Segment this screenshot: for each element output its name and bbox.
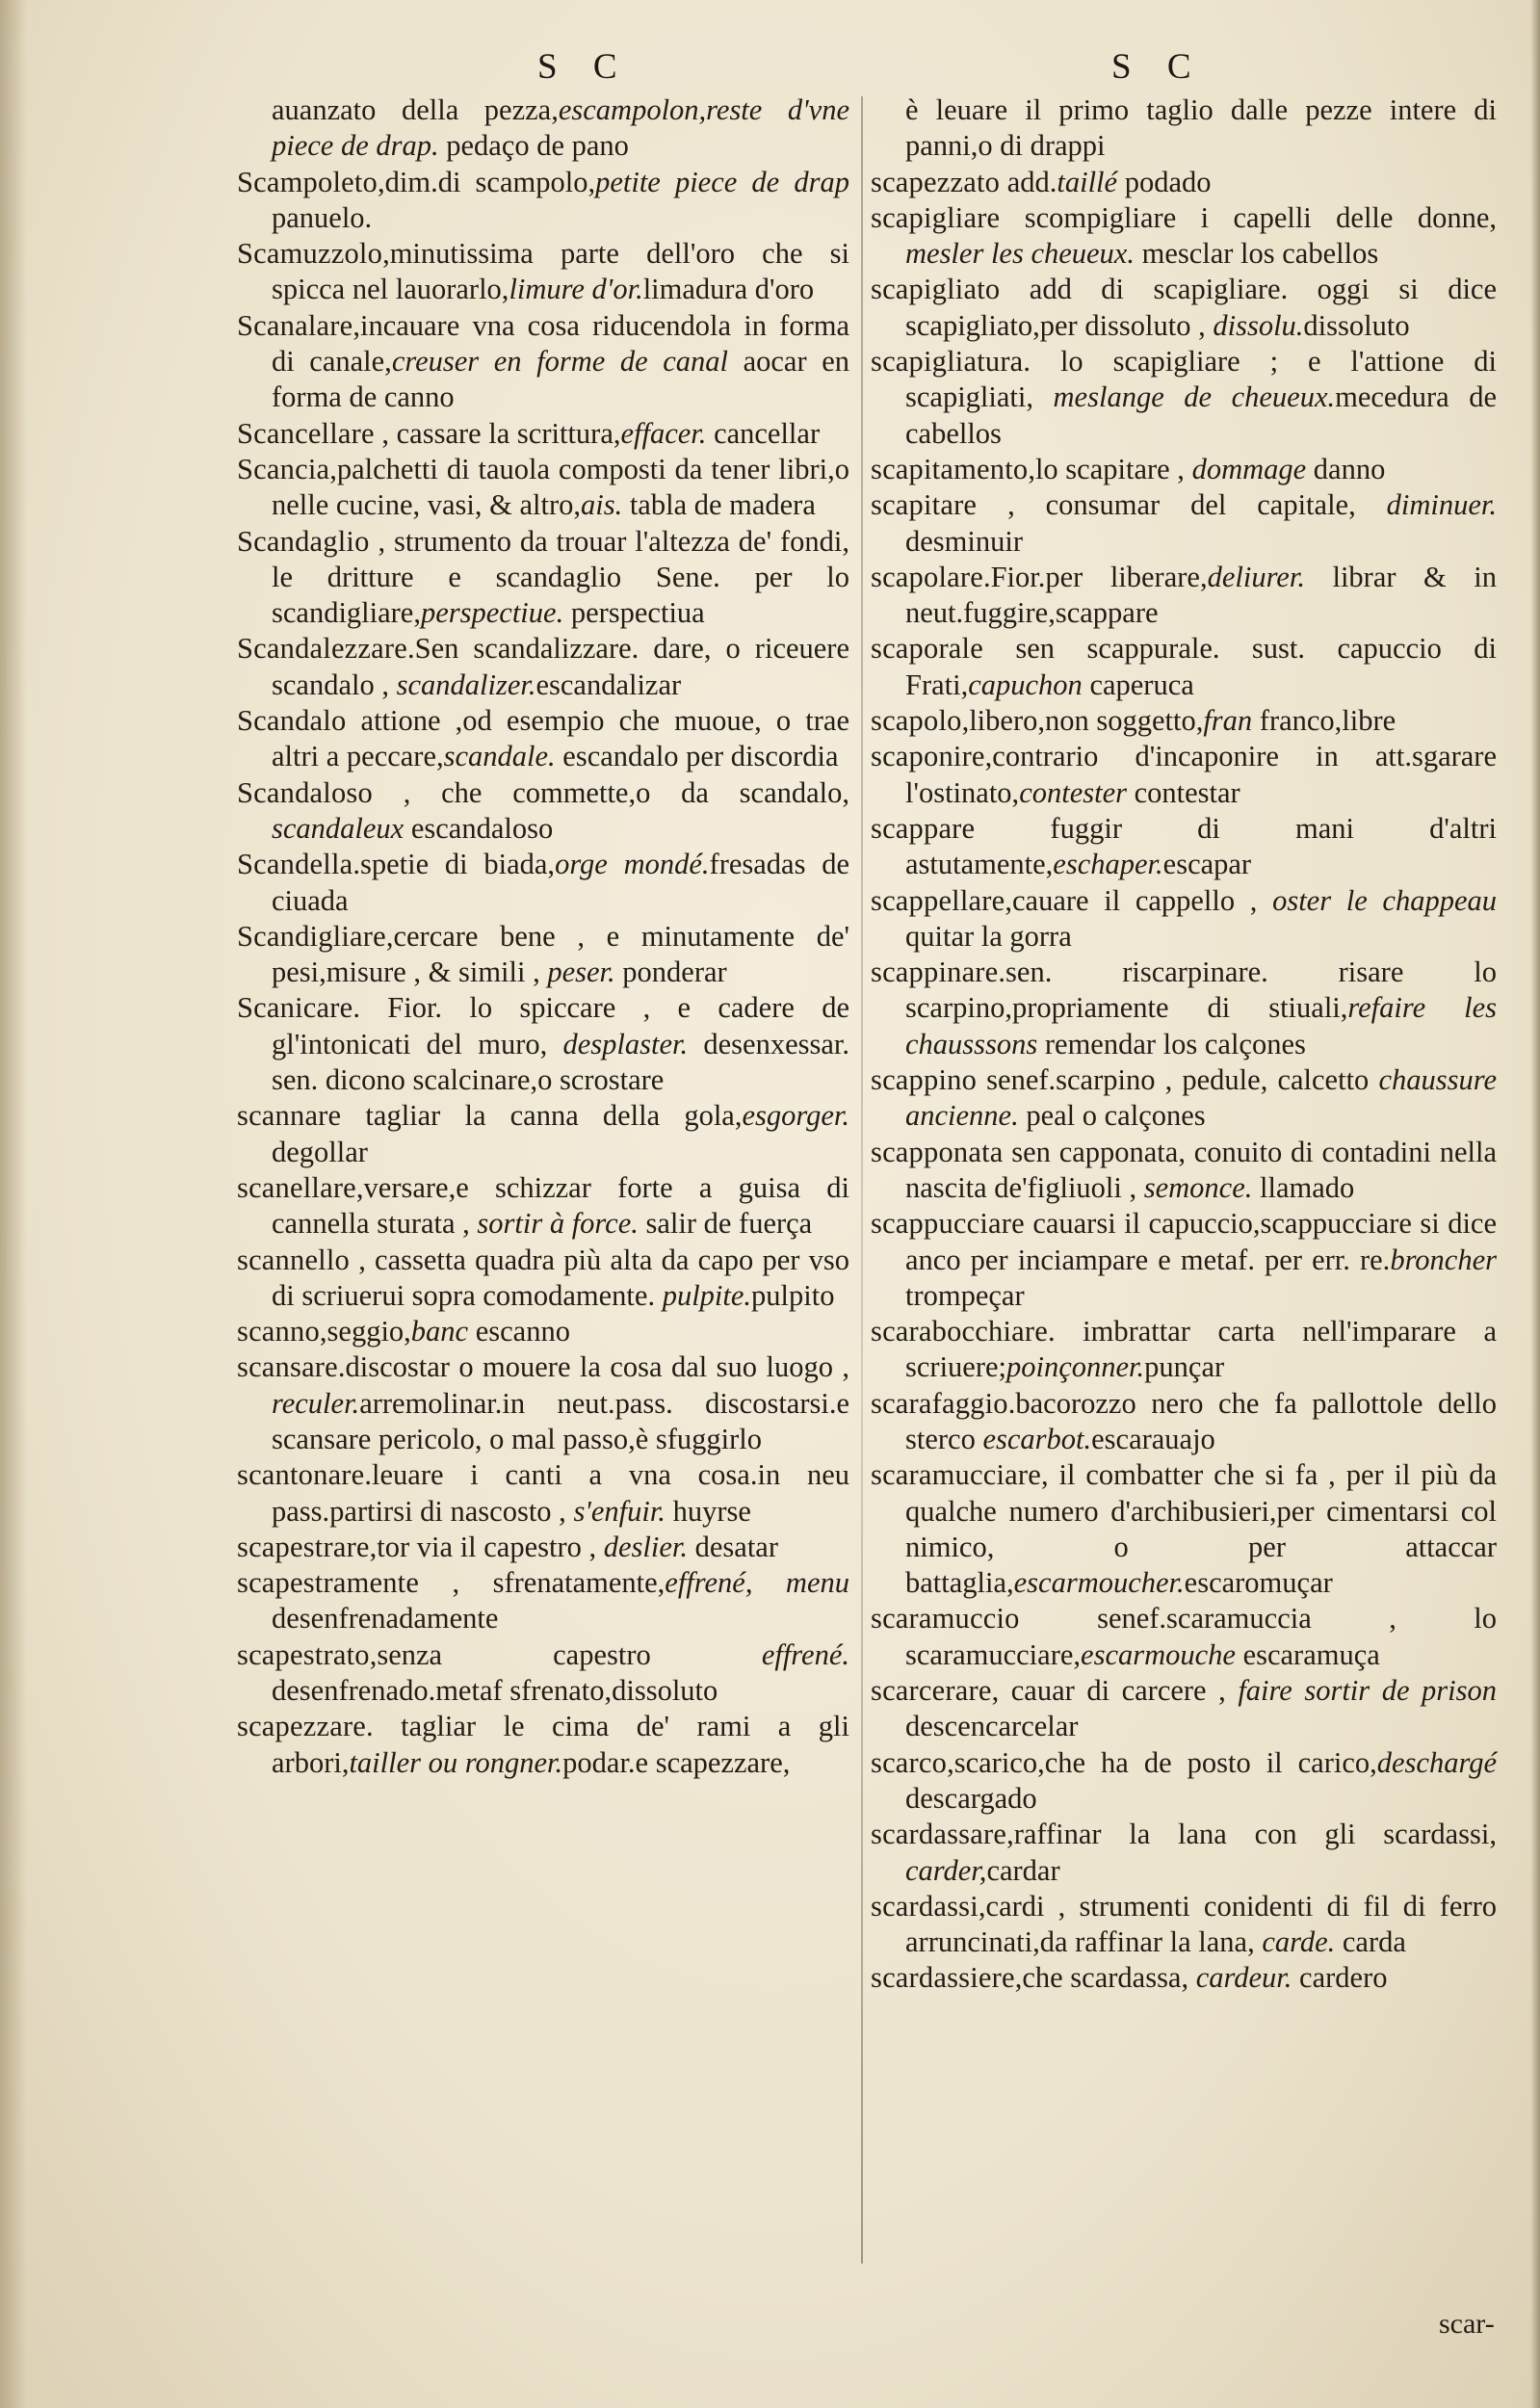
dictionary-entry [237, 1243, 849, 1315]
entry-french: desplaster. [562, 1027, 689, 1060]
entry-spanish: limadura d'oro [642, 273, 815, 306]
entry-headword: Scandalezzare [237, 632, 407, 666]
dictionary-entry [237, 308, 849, 416]
entry-french: petite piece de drap [595, 165, 849, 198]
entry-headword: scappellare [871, 883, 1005, 917]
entry-french: poinçonner. [1006, 1350, 1145, 1384]
dictionary-entry [237, 452, 849, 524]
entry-definition: ,dim.di scampolo, [378, 165, 596, 198]
dictionary-entry [237, 1709, 849, 1781]
entry-headword: scapolare [871, 560, 983, 593]
entry-spanish: mecedura de cabellos [905, 380, 1497, 450]
entry-definition: . Fior. lo spiccare , e cadere de gl'intonicati del muro, [272, 991, 849, 1060]
entry-definition: , il combatter che si fa , per il più da qualche numero d'archibusieri,per cimentarsi col nimico, o per attaccar battaglia, [905, 1458, 1497, 1600]
entry-french: refaire les chausssons [905, 991, 1497, 1060]
entry-definition: . lo scapigliare ; e l'attione di scapigliati, [905, 345, 1497, 414]
entry-french: broncher [1390, 1243, 1497, 1276]
entry-headword: scapitare [871, 488, 978, 522]
entry-french: deliurer. [1207, 560, 1305, 593]
dictionary-entry [871, 200, 1497, 273]
entry-headword: scannello [237, 1243, 350, 1276]
left-column [237, 92, 849, 1781]
entry-french: carde. [1262, 1925, 1336, 1959]
dictionary-entry [871, 272, 1497, 344]
dictionary-entry [237, 631, 849, 703]
entry-headword: Scancia [237, 452, 330, 485]
entry-spanish: desatar [688, 1530, 779, 1563]
entry-headword: scarco [871, 1745, 948, 1779]
entry-definition: . tagliar le cima de' rami a gli arbori, [272, 1710, 849, 1779]
entry-spanish: cancellar [706, 416, 821, 450]
dictionary-entry [237, 919, 849, 991]
dictionary-entry [237, 236, 849, 308]
entry-french: escampolon,reste d'vne piece de drap. [272, 93, 849, 163]
entry-spanish: aocar en forma de canno [272, 345, 849, 414]
entry-definition: , sfrenatamente, [419, 1566, 666, 1600]
dictionary-entry [237, 1170, 849, 1243]
dictionary-entry [871, 1745, 1497, 1818]
entry-definition: .sen. riscarpinare. risare lo scarpino,propriamente di stiuali, [905, 955, 1497, 1025]
dictionary-entry [871, 1601, 1497, 1673]
entry-french: oster le chappeau [1272, 883, 1497, 917]
entry-headword: scarafaggio [871, 1386, 1008, 1420]
entry-french: esgorger. [742, 1099, 849, 1133]
entry-french: escarbot. [982, 1422, 1092, 1455]
entry-definition: ,contrario d'incaponire in att.sgarare l'ostinato, [905, 740, 1497, 809]
entry-spanish: descencarcelar [905, 1710, 1079, 1743]
page-edge-shadow-right [1530, 0, 1540, 2408]
entry-headword: scapestrare [237, 1530, 370, 1563]
entry-definition: ,incauare vna cosa riducendola in forma di canale, [272, 308, 849, 379]
entry-definition: add. [1000, 165, 1057, 198]
dictionary-entry [237, 847, 849, 919]
entry-french: taillé [1057, 165, 1118, 198]
entry-french: fran [1203, 704, 1253, 738]
entry-definition: , cassetta quadra più alta da capo per vso di scriuerui sopra comodamente. [272, 1243, 849, 1312]
entry-definition: . imbrattar carta nell'imparare a scriuere; [905, 1315, 1497, 1384]
entry-french: effacer. [620, 416, 707, 450]
entry-definition: ,tor via il capestro , [369, 1530, 604, 1563]
entry-french: limure d'or. [509, 273, 643, 306]
entry-definition: .leuare i canti a vna cosa.in neu pass.partirsi di nascosto , [272, 1458, 849, 1528]
entry-spanish: perspectiua [563, 596, 705, 630]
entry-headword: scardassiere [871, 1961, 1015, 1995]
entry-french: scandaleux [272, 811, 405, 845]
entry-definition: .Sen scandalizzare. dare, o riceuere scandalo , [272, 632, 849, 701]
entry-definition: , che commette,o da scandalo, [372, 775, 849, 809]
entry-definition: cauarsi il capuccio,scappucciare si dice anco per inciampare e metaf. per err. re. [905, 1207, 1497, 1276]
entry-definition: è leuare il primo taglio dalle pezze intere di panni,o di drappi [905, 93, 1497, 163]
dictionary-entry [871, 739, 1497, 811]
entry-definition: attione ,od esempio che muoue, o trae altri a peccare, [272, 704, 849, 773]
entry-spanish: punçar [1144, 1350, 1225, 1384]
entry-headword: scanellare [237, 1170, 356, 1204]
entry-french: dissolu. [1213, 308, 1304, 342]
dictionary-entry [871, 344, 1497, 452]
entry-french: escarmoucher. [1013, 1566, 1185, 1600]
entry-french: s'enfuir. [573, 1494, 666, 1528]
entry-spanish: podado [1117, 165, 1212, 198]
entry-spanish: escapar [1162, 848, 1252, 881]
entry-headword: scaramuccio [871, 1602, 1020, 1636]
entry-headword: scappare [871, 811, 976, 845]
entry-headword: scapolo [871, 704, 962, 738]
entry-french: pulpite. [662, 1278, 752, 1312]
dictionary-entry [237, 1457, 849, 1530]
entry-headword: scappucciare [871, 1207, 1025, 1241]
entry-definition: senef.scaramuccia , lo scaramucciare, [905, 1602, 1497, 1671]
entry-definition: ,lo scapitare , [1028, 452, 1192, 485]
entry-spanish: quitar la gorra [905, 919, 1072, 953]
entry-headword: scapigliare [871, 200, 1001, 234]
dictionary-entry [871, 631, 1497, 703]
entry-headword: scappinare [871, 955, 999, 989]
dictionary-entry [871, 1206, 1497, 1314]
entry-definition: ,scarico,che ha de posto il carico, [947, 1745, 1377, 1779]
entry-spanish: peal o calçones [1018, 1099, 1206, 1133]
entry-french: cardeur. [1195, 1961, 1292, 1995]
entry-french: sortir à force. [477, 1207, 639, 1241]
dictionary-entry [871, 1673, 1497, 1745]
entry-headword: Scandaloso [237, 775, 373, 809]
entry-spanish: trompeçar [905, 1278, 1025, 1312]
entry-headword: scaramucciare [871, 1458, 1041, 1492]
entry-spanish: cardar [986, 1853, 1060, 1887]
dictionary-entry [871, 1889, 1497, 1961]
entry-spanish: caperuca [1082, 667, 1194, 701]
entry-headword: Scanicare [237, 991, 353, 1025]
entry-french: perspectiue. [420, 596, 564, 630]
entry-french: effrené. [761, 1637, 849, 1671]
entry-headword: scapigliato [871, 273, 1001, 306]
dictionary-entry [237, 92, 849, 165]
dictionary-entry [871, 811, 1497, 883]
entry-headword: scapestrato [237, 1637, 370, 1671]
entry-definition: .spetie di biada, [352, 848, 556, 881]
entry-spanish: escanno [468, 1315, 570, 1348]
entry-headword: scansare [237, 1350, 338, 1384]
right-column [871, 92, 1497, 1997]
entry-headword: Scampoleto [237, 165, 378, 198]
dictionary-entry [237, 1098, 849, 1170]
entry-french: carder, [905, 1853, 987, 1887]
page-edge-shadow-left [0, 0, 27, 2408]
entry-french: orge mondé. [555, 848, 710, 881]
dictionary-entry [237, 416, 849, 452]
entry-spanish: salir de fuerça [638, 1207, 813, 1241]
entry-headword: scantonare [237, 1458, 365, 1492]
entry-french: chaussure ancienne. [905, 1063, 1497, 1133]
entry-headword: Scandalo [237, 704, 347, 738]
entry-definition: ,cercare bene , e minutamente de' pesi,misure , & simili , [272, 919, 849, 989]
entry-french: scandale. [443, 740, 556, 773]
entry-headword: Scancellare [237, 416, 375, 450]
entry-definition: ,versare,e schizzar forte a guisa di cannella sturata , [272, 1170, 849, 1241]
entry-spanish: escaramuça [1235, 1637, 1380, 1671]
entry-definition: , strumento da trouar l'altezza de' fondi, le dritture e scandaglio Sene. per lo scandigliare, [272, 524, 849, 630]
entry-definition: , consumar del capitale, [977, 488, 1387, 522]
entry-french: dommage [1191, 452, 1307, 485]
dictionary-entry [237, 703, 849, 775]
entry-definition: sen capponata, conuito di contadini nella nascita de'figliuoli , [905, 1135, 1497, 1204]
entry-french: escarmouche [1081, 1637, 1236, 1671]
entry-spanish: dissoluto [1303, 308, 1410, 342]
entry-spanish: huyrse [665, 1494, 751, 1528]
entry-definition: ,che scardassa, [1014, 1961, 1196, 1995]
entry-french: scandalizer. [396, 667, 536, 701]
entry-french: tailler ou rongner. [349, 1745, 563, 1779]
entry-definition: .discostar o mouere la cosa dal suo luogo , [337, 1350, 849, 1384]
dictionary-entry [237, 1349, 849, 1457]
entry-definition: .bacorozzo nero che fa pallottole dello sterco [905, 1386, 1497, 1455]
dictionary-entry [871, 92, 1497, 165]
entry-definition: fuggir di mani d'altri astutamente, [905, 811, 1497, 881]
entry-spanish: cardero [1292, 1961, 1388, 1995]
entry-definition: ,raffinar la lana con gli scardassi, [1006, 1818, 1497, 1851]
entry-spanish: franco,libre [1252, 704, 1396, 738]
dictionary-entry [237, 1565, 849, 1637]
entry-spanish: contestar [1127, 775, 1240, 809]
dictionary-entry [237, 775, 849, 848]
entry-spanish: degollar [272, 1135, 368, 1168]
entry-headword: scapponata [871, 1135, 1004, 1168]
entry-spanish: carda [1335, 1925, 1406, 1959]
dictionary-entry [871, 452, 1497, 487]
dictionary-entry [871, 1817, 1497, 1889]
dictionary-entry [237, 524, 849, 632]
entry-spanish: pulpito [751, 1278, 835, 1312]
entry-spanish: desminuir [905, 524, 1023, 558]
entry-headword: scapestramente [237, 1566, 420, 1600]
dictionary-entry [871, 1960, 1497, 1996]
dictionary-entry [237, 1530, 849, 1565]
dictionary-entry [871, 165, 1497, 200]
entry-spanish: remendar los calçones [1037, 1027, 1306, 1060]
entry-headword: scappino [871, 1063, 978, 1097]
entry-french: meslange de cheueux. [1053, 380, 1336, 414]
entry-definition: ,minutissima parte dell'oro che si spicca nel lauorarlo, [272, 237, 849, 306]
dictionary-entry [871, 955, 1497, 1062]
entry-spanish: desenxessar. sen. dicono scalcinare,o scrostare [272, 1027, 850, 1097]
entry-french: creuser en forme de canal [391, 345, 728, 379]
entry-definition: , cauar di carcere , [991, 1674, 1239, 1708]
dictionary-entry [871, 1062, 1497, 1135]
entry-french: eschaper. [1053, 848, 1163, 881]
entry-spanish: escarauajo [1091, 1422, 1215, 1455]
entry-headword: Scandigliare [237, 919, 386, 953]
entry-spanish: escandaloso [404, 811, 554, 845]
entry-french: banc [410, 1315, 469, 1348]
entry-headword: Scanalare [237, 308, 353, 342]
entry-spanish: descargado [905, 1781, 1037, 1815]
entry-french: deschargé [1376, 1745, 1497, 1779]
entry-spanish: mesclar los cabellos [1134, 237, 1379, 271]
entry-headword: scapezzare [237, 1710, 367, 1743]
entry-headword: scaporale [871, 632, 983, 666]
entry-headword: scanno [237, 1315, 320, 1348]
entry-french: peser. [547, 955, 615, 989]
running-header-left: S C [537, 47, 631, 87]
entry-headword: scardassi [871, 1889, 979, 1923]
entry-spanish: pedaço de pano [438, 129, 629, 163]
dictionary-entry [237, 1637, 849, 1710]
entry-spanish: podar.e scapezzare, [562, 1745, 791, 1779]
dictionary-entry [871, 703, 1497, 739]
entry-headword: scapitamento [871, 452, 1029, 485]
dictionary-entry [871, 1314, 1497, 1386]
entry-spanish: llamado [1252, 1170, 1355, 1204]
entry-headword: Scandella [237, 848, 353, 881]
column-divider [861, 96, 863, 2264]
entry-spanish: danno [1306, 452, 1386, 485]
entry-headword: scaponire [871, 740, 985, 773]
dictionary-entry [237, 165, 849, 237]
entry-spanish: fresadas de ciuada [272, 848, 850, 917]
entry-headword: scannare [237, 1099, 342, 1133]
entry-definition: ,libero,non soggetto, [961, 704, 1204, 738]
entry-definition: .Fior.per liberare, [982, 560, 1208, 593]
dictionary-entry [871, 1457, 1497, 1601]
entry-french: mesler les cheueux. [905, 237, 1135, 271]
entry-headword: Scandaglio [237, 524, 370, 558]
entry-headword: scarabocchiare [871, 1315, 1048, 1348]
entry-definition: ,cardi , strumenti conidenti di fil di ferro arruncinati,da raffinar la lana, [905, 1889, 1497, 1959]
entry-definition: tagliar la canna della gola, [341, 1099, 743, 1133]
entry-definition: , cassare la scrittura, [374, 416, 621, 450]
entry-spanish: desenfrenado.metaf sfrenato,dissoluto [272, 1674, 718, 1708]
entry-definition: auanzato della pezza, [272, 93, 559, 126]
entry-spanish: tabla de madera [622, 488, 816, 522]
entry-french: reculer. [272, 1386, 360, 1420]
entry-spanish: ponderar [614, 955, 727, 989]
entry-headword: scapigliatura [871, 345, 1024, 379]
entry-french: contester [1019, 775, 1127, 809]
entry-spanish: desenfrenadamente [272, 1602, 499, 1636]
dictionary-entry [871, 560, 1497, 632]
entry-headword: Scamuzzolo [237, 237, 383, 271]
entry-headword: scarcerare [871, 1674, 992, 1708]
entry-definition: senef.scarpino , pedule, calcetto [977, 1063, 1379, 1097]
entry-definition: sen scappurale. sust. capuccio di Frati, [905, 632, 1497, 701]
entry-definition: add di scapigliare. oggi si dice scapigliato,per dissoluto , [905, 273, 1497, 342]
dictionary-entry [871, 487, 1497, 560]
entry-french: faire sortir de prison [1238, 1674, 1498, 1708]
entry-french: capuchon [968, 667, 1083, 701]
entry-headword: scapezzato [871, 165, 1001, 198]
entry-spanish: escaromuçar [1184, 1566, 1333, 1600]
dictionary-entry [871, 883, 1497, 955]
entry-spanish: panuelo. [272, 200, 373, 234]
entry-french: ais. [580, 488, 623, 522]
dictionary-entry [237, 1314, 849, 1349]
entry-french: effrené, menu [665, 1566, 849, 1600]
entry-spanish: escandalo per discordia [555, 740, 839, 773]
entry-definition: ,palchetti di tauola composti da tener libri,o nelle cucine, vasi, & altro, [272, 452, 849, 522]
entry-spanish: arremolinar.in neut.pass. discostarsi.e scansare pericolo, o mal passo,è sfuggirlo [272, 1386, 849, 1455]
entry-definition: ,senza capestro [369, 1637, 762, 1671]
entry-french: semonce. [1143, 1170, 1253, 1204]
entry-spanish: librar & in neut.fuggire,scappare [905, 560, 1497, 630]
entry-french: deslier. [603, 1530, 689, 1563]
dictionary-entry [871, 1135, 1497, 1207]
entry-definition: ,cauare il cappello , [1005, 883, 1273, 917]
entry-spanish: escandalizar [535, 667, 682, 701]
dictionary-entry [237, 990, 849, 1098]
dictionary-entry [871, 1386, 1497, 1458]
running-header-right: S C [1111, 47, 1205, 87]
entry-headword: scardassare [871, 1818, 1007, 1851]
entry-french: diminuer. [1386, 488, 1497, 522]
catchword: scar- [1439, 2308, 1495, 2340]
entry-definition: ,seggio, [319, 1315, 411, 1348]
entry-definition: scompigliare i capelli delle donne, [1000, 200, 1497, 234]
